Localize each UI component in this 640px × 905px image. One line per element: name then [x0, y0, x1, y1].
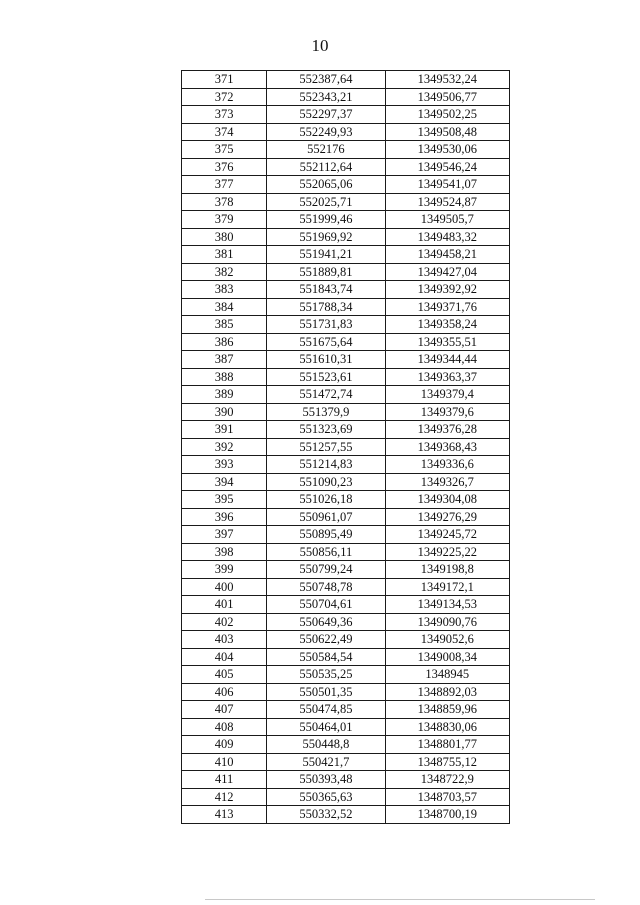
x-coordinate-cell: 552249,93	[267, 123, 385, 141]
y-coordinate-cell: 1349052,6	[385, 631, 509, 649]
y-coordinate-cell: 1349363,37	[385, 368, 509, 386]
x-coordinate-cell: 550704,61	[267, 596, 385, 614]
y-coordinate-cell: 1349379,6	[385, 403, 509, 421]
y-coordinate-cell: 1349134,53	[385, 596, 509, 614]
y-coordinate-cell: 1348755,12	[385, 753, 509, 771]
y-coordinate-cell: 1349506,77	[385, 88, 509, 106]
table-row	[182, 421, 510, 439]
table-row	[182, 298, 510, 316]
table-row	[182, 526, 510, 544]
x-coordinate-cell: 551843,74	[267, 281, 385, 299]
table-row	[182, 281, 510, 299]
page-number: 10	[311, 36, 329, 55]
table-row	[182, 263, 510, 281]
y-coordinate-cell: 1349546,24	[385, 158, 509, 176]
x-coordinate-cell: 551472,74	[267, 386, 385, 404]
point-number-cell: 391	[182, 421, 267, 439]
table-row	[182, 578, 510, 596]
y-coordinate-cell: 1348945	[385, 666, 509, 684]
x-coordinate-cell: 551214,83	[267, 456, 385, 474]
point-number-cell: 389	[182, 386, 267, 404]
x-coordinate-cell: 551323,69	[267, 421, 385, 439]
y-coordinate-cell: 1349198,8	[385, 561, 509, 579]
point-number-cell: 395	[182, 491, 267, 509]
table-row	[182, 141, 510, 159]
point-number-cell: 407	[182, 701, 267, 719]
table-row	[182, 683, 510, 701]
x-coordinate-cell: 550748,78	[267, 578, 385, 596]
x-coordinate-cell: 551090,23	[267, 473, 385, 491]
x-coordinate-cell: 551731,83	[267, 316, 385, 334]
table-row	[182, 316, 510, 334]
point-number-cell: 412	[182, 788, 267, 806]
point-number-cell: 394	[182, 473, 267, 491]
table-row	[182, 88, 510, 106]
point-number-cell: 396	[182, 508, 267, 526]
table-row	[182, 718, 510, 736]
x-coordinate-cell: 551379,9	[267, 403, 385, 421]
x-coordinate-cell: 550535,25	[267, 666, 385, 684]
y-coordinate-cell: 1349008,34	[385, 648, 509, 666]
point-number-cell: 400	[182, 578, 267, 596]
x-coordinate-cell: 550961,07	[267, 508, 385, 526]
y-coordinate-cell: 1348703,57	[385, 788, 509, 806]
x-coordinate-cell: 551523,61	[267, 368, 385, 386]
table-row	[182, 701, 510, 719]
y-coordinate-cell: 1348859,96	[385, 701, 509, 719]
point-number-cell: 406	[182, 683, 267, 701]
y-coordinate-cell: 1349344,44	[385, 351, 509, 369]
table-row	[182, 123, 510, 141]
table-row	[182, 211, 510, 229]
point-number-cell: 373	[182, 106, 267, 124]
y-coordinate-cell: 1349508,48	[385, 123, 509, 141]
x-coordinate-cell: 550448,8	[267, 736, 385, 754]
x-coordinate-cell: 551675,64	[267, 333, 385, 351]
table-row	[182, 596, 510, 614]
x-coordinate-cell: 552112,64	[267, 158, 385, 176]
x-coordinate-cell: 552065,06	[267, 176, 385, 194]
point-number-cell: 403	[182, 631, 267, 649]
y-coordinate-cell: 1348892,03	[385, 683, 509, 701]
point-number-cell: 371	[182, 71, 267, 89]
point-number-cell: 386	[182, 333, 267, 351]
y-coordinate-cell: 1349532,24	[385, 71, 509, 89]
point-number-cell: 376	[182, 158, 267, 176]
coordinates-table-body	[182, 71, 510, 824]
point-number-cell: 410	[182, 753, 267, 771]
table-row	[182, 771, 510, 789]
table-row	[182, 386, 510, 404]
y-coordinate-cell: 1349502,25	[385, 106, 509, 124]
y-coordinate-cell: 1349371,76	[385, 298, 509, 316]
x-coordinate-cell: 551999,46	[267, 211, 385, 229]
y-coordinate-cell: 1349172,1	[385, 578, 509, 596]
point-number-cell: 377	[182, 176, 267, 194]
point-number-cell: 378	[182, 193, 267, 211]
point-number-cell: 398	[182, 543, 267, 561]
table-row	[182, 648, 510, 666]
x-coordinate-cell: 551941,21	[267, 246, 385, 264]
table-row	[182, 736, 510, 754]
y-coordinate-cell: 1348700,19	[385, 806, 509, 824]
table-row	[182, 508, 510, 526]
point-number-cell: 382	[182, 263, 267, 281]
table-row	[182, 403, 510, 421]
y-coordinate-cell: 1349368,43	[385, 438, 509, 456]
x-coordinate-cell: 552387,64	[267, 71, 385, 89]
table-row	[182, 491, 510, 509]
x-coordinate-cell: 551610,31	[267, 351, 385, 369]
x-coordinate-cell: 552343,21	[267, 88, 385, 106]
table-row	[182, 543, 510, 561]
x-coordinate-cell: 550365,63	[267, 788, 385, 806]
y-coordinate-cell: 1349358,24	[385, 316, 509, 334]
y-coordinate-cell: 1349379,4	[385, 386, 509, 404]
x-coordinate-cell: 551788,34	[267, 298, 385, 316]
table-row	[182, 158, 510, 176]
y-coordinate-cell: 1349427,04	[385, 263, 509, 281]
y-coordinate-cell: 1349392,92	[385, 281, 509, 299]
point-number-cell: 392	[182, 438, 267, 456]
y-coordinate-cell: 1349304,08	[385, 491, 509, 509]
table-row	[182, 193, 510, 211]
x-coordinate-cell: 551026,18	[267, 491, 385, 509]
point-number-cell: 381	[182, 246, 267, 264]
point-number-cell: 372	[182, 88, 267, 106]
point-number-cell: 384	[182, 298, 267, 316]
point-number-cell: 413	[182, 806, 267, 824]
coordinates-table	[181, 70, 510, 824]
y-coordinate-cell: 1349225,22	[385, 543, 509, 561]
y-coordinate-cell: 1349483,32	[385, 228, 509, 246]
table-row	[182, 176, 510, 194]
y-coordinate-cell: 1349326,7	[385, 473, 509, 491]
point-number-cell: 409	[182, 736, 267, 754]
table-row	[182, 753, 510, 771]
x-coordinate-cell: 550649,36	[267, 613, 385, 631]
point-number-cell: 374	[182, 123, 267, 141]
table-row	[182, 613, 510, 631]
table-row	[182, 333, 510, 351]
x-coordinate-cell: 551969,92	[267, 228, 385, 246]
y-coordinate-cell: 1349090,76	[385, 613, 509, 631]
table-row	[182, 368, 510, 386]
y-coordinate-cell: 1348722,9	[385, 771, 509, 789]
table-row	[182, 806, 510, 824]
x-coordinate-cell: 550799,24	[267, 561, 385, 579]
point-number-cell: 405	[182, 666, 267, 684]
x-coordinate-cell: 552297,37	[267, 106, 385, 124]
point-number-cell: 408	[182, 718, 267, 736]
y-coordinate-cell: 1349376,28	[385, 421, 509, 439]
y-coordinate-cell: 1349355,51	[385, 333, 509, 351]
y-coordinate-cell: 1349245,72	[385, 526, 509, 544]
y-coordinate-cell: 1349524,87	[385, 193, 509, 211]
x-coordinate-cell: 550622,49	[267, 631, 385, 649]
point-number-cell: 379	[182, 211, 267, 229]
y-coordinate-cell: 1349541,07	[385, 176, 509, 194]
point-number-cell: 385	[182, 316, 267, 334]
y-coordinate-cell: 1349458,21	[385, 246, 509, 264]
x-coordinate-cell: 551257,55	[267, 438, 385, 456]
x-coordinate-cell: 550584,54	[267, 648, 385, 666]
table-row	[182, 246, 510, 264]
point-number-cell: 387	[182, 351, 267, 369]
point-number-cell: 402	[182, 613, 267, 631]
x-coordinate-cell: 550421,7	[267, 753, 385, 771]
point-number-cell: 388	[182, 368, 267, 386]
x-coordinate-cell: 550474,85	[267, 701, 385, 719]
point-number-cell: 411	[182, 771, 267, 789]
bottom-divider	[205, 899, 595, 900]
point-number-cell: 397	[182, 526, 267, 544]
y-coordinate-cell: 1348801,77	[385, 736, 509, 754]
table-row	[182, 456, 510, 474]
point-number-cell: 393	[182, 456, 267, 474]
table-row	[182, 351, 510, 369]
point-number-cell: 399	[182, 561, 267, 579]
table-row	[182, 438, 510, 456]
x-coordinate-cell: 550393,48	[267, 771, 385, 789]
table-row	[182, 473, 510, 491]
point-number-cell: 401	[182, 596, 267, 614]
y-coordinate-cell: 1349530,06	[385, 141, 509, 159]
x-coordinate-cell: 552025,71	[267, 193, 385, 211]
point-number-cell: 404	[182, 648, 267, 666]
point-number-cell: 390	[182, 403, 267, 421]
x-coordinate-cell: 550895,49	[267, 526, 385, 544]
table-row	[182, 631, 510, 649]
point-number-cell: 375	[182, 141, 267, 159]
table-row	[182, 71, 510, 89]
x-coordinate-cell: 550464,01	[267, 718, 385, 736]
x-coordinate-cell: 550501,35	[267, 683, 385, 701]
y-coordinate-cell: 1348830,06	[385, 718, 509, 736]
x-coordinate-cell: 552176	[267, 141, 385, 159]
x-coordinate-cell: 550856,11	[267, 543, 385, 561]
y-coordinate-cell: 1349276,29	[385, 508, 509, 526]
table-row	[182, 788, 510, 806]
x-coordinate-cell: 550332,52	[267, 806, 385, 824]
y-coordinate-cell: 1349505,7	[385, 211, 509, 229]
table-row	[182, 228, 510, 246]
y-coordinate-cell: 1349336,6	[385, 456, 509, 474]
point-number-cell: 380	[182, 228, 267, 246]
table-row	[182, 666, 510, 684]
table-row	[182, 561, 510, 579]
point-number-cell: 383	[182, 281, 267, 299]
x-coordinate-cell: 551889,81	[267, 263, 385, 281]
table-row	[182, 106, 510, 124]
